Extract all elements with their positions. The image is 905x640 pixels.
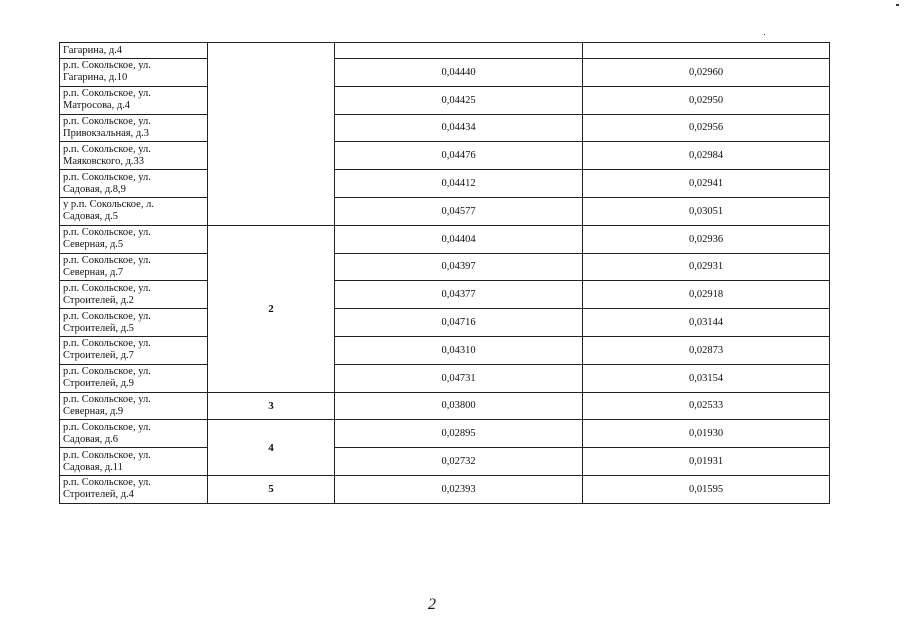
value-cell-2: 0,02533 <box>583 392 830 420</box>
table-row <box>60 448 830 476</box>
address-cell <box>60 336 208 364</box>
table-row <box>60 59 830 87</box>
address-cell <box>60 142 208 170</box>
value-cell-2: 0,02984 <box>583 142 830 170</box>
address-line: Северная, д.5 <box>63 239 124 251</box>
address-cell <box>60 309 208 337</box>
table-row <box>60 114 830 142</box>
address-line: р.п. Сокольское, ул. <box>63 393 151 405</box>
address-cell <box>60 225 208 253</box>
value-cell-1: 0,04377 <box>335 281 583 309</box>
address-line: р.п. Сокольское, ул. <box>63 227 151 239</box>
address-cell <box>60 43 208 59</box>
address-line: Садовая, д.6 <box>63 433 119 445</box>
value-cell-2: 0,02950 <box>583 86 830 114</box>
address-cell <box>60 59 208 87</box>
value-cell-2: 0,02960 <box>583 59 830 87</box>
rates-table <box>59 42 830 504</box>
address-cell <box>60 281 208 309</box>
value-cell-2: 0,02873 <box>583 336 830 364</box>
table-row <box>60 364 830 392</box>
address-cell <box>60 448 208 476</box>
address-cell <box>60 392 208 420</box>
value-cell-2: 0,02936 <box>583 225 830 253</box>
address-line: Матросова, д.4 <box>63 100 131 112</box>
value-cell-1: 0,04731 <box>335 364 583 392</box>
value-cell-2 <box>583 43 830 59</box>
address-cell <box>60 420 208 448</box>
address-line: р.п. Сокольское, ул. <box>63 366 151 378</box>
value-cell-2: 0,01595 <box>583 475 830 503</box>
value-cell-2: 0,02956 <box>583 114 830 142</box>
address-line: Строителей, д.5 <box>63 322 134 334</box>
address-line: Садовая, д.11 <box>63 461 123 473</box>
table-row <box>60 420 830 448</box>
address-line: Садовая, д.8,9 <box>63 183 126 195</box>
address-line: р.п. Сокольское, ул. <box>63 477 151 489</box>
address-line: Строителей, д.4 <box>63 489 134 501</box>
value-cell-1: 0,04425 <box>335 86 583 114</box>
address-line: Северная, д.7 <box>63 266 124 278</box>
value-cell-1: 0,04577 <box>335 197 583 225</box>
value-cell-2: 0,01931 <box>583 448 830 476</box>
value-cell-2: 0,03154 <box>583 364 830 392</box>
value-cell-1: 0,04476 <box>335 142 583 170</box>
address-line: р.п. Сокольское, ул. <box>63 171 151 183</box>
group-cell: 5 <box>208 475 335 503</box>
value-cell-1: 0,04397 <box>335 253 583 281</box>
address-line: р.п. Сокольское, ул. <box>63 449 151 461</box>
address-line: р.п. Сокольское, ул. <box>63 143 151 155</box>
address-line: Садовая, д.5 <box>63 211 119 223</box>
address-line: у р.п. Сокольское, л. <box>63 199 154 211</box>
scan-speck <box>764 34 765 35</box>
address-cell <box>60 170 208 198</box>
value-cell-2: 0,02941 <box>583 170 830 198</box>
address-line: р.п. Сокольское, ул. <box>63 338 151 350</box>
table-row <box>60 475 830 503</box>
address-line: Привокзальная, д.3 <box>63 127 150 139</box>
group-cell: 3 <box>208 392 335 420</box>
table-row <box>60 142 830 170</box>
address-cell <box>60 364 208 392</box>
value-cell-1 <box>335 43 583 59</box>
table-row <box>60 392 830 420</box>
address-line: р.п. Сокольское, ул. <box>63 254 151 266</box>
address-cell <box>60 114 208 142</box>
address-cell <box>60 86 208 114</box>
table-row <box>60 309 830 337</box>
address-cell <box>60 253 208 281</box>
group-cell <box>208 43 335 226</box>
table-row <box>60 86 830 114</box>
value-cell-2: 0,02918 <box>583 281 830 309</box>
address-line: Строителей, д.7 <box>63 350 134 362</box>
value-cell-1: 0,04434 <box>335 114 583 142</box>
address-line: Строителей, д.2 <box>63 294 134 306</box>
value-cell-2: 0,03051 <box>583 197 830 225</box>
table-row <box>60 43 830 59</box>
value-cell-1: 0,04440 <box>335 59 583 87</box>
address-line: Маяковского, д.33 <box>63 155 145 167</box>
address-line: р.п. Сокольское, ул. <box>63 88 151 100</box>
address-line: Северная, д.9 <box>63 405 124 417</box>
address-line: р.п. Сокольское, ул. <box>63 282 151 294</box>
value-cell-2: 0,03144 <box>583 309 830 337</box>
table-row <box>60 336 830 364</box>
value-cell-1: 0,04716 <box>335 309 583 337</box>
value-cell-1: 0,04404 <box>335 225 583 253</box>
value-cell-1: 0,04310 <box>335 336 583 364</box>
table-row <box>60 253 830 281</box>
page-number: 2 <box>428 596 436 613</box>
value-cell-2: 0,02931 <box>583 253 830 281</box>
scan-speck <box>896 4 899 6</box>
value-cell-1: 0,02895 <box>335 420 583 448</box>
table-row <box>60 225 830 253</box>
group-cell: 4 <box>208 420 335 476</box>
address-line: р.п. Сокольское, ул. <box>63 115 151 127</box>
address-line: Строителей, д.9 <box>63 378 134 390</box>
address-cell <box>60 475 208 503</box>
value-cell-1: 0,03800 <box>335 392 583 420</box>
value-cell-1: 0,02393 <box>335 475 583 503</box>
group-cell: 2 <box>208 225 335 392</box>
table-row <box>60 170 830 198</box>
address-line: р.п. Сокольское, ул. <box>63 60 151 72</box>
table-row <box>60 197 830 225</box>
value-cell-1: 0,02732 <box>335 448 583 476</box>
value-cell-1: 0,04412 <box>335 170 583 198</box>
address-line: р.п. Сокольское, ул. <box>63 310 151 322</box>
table-row <box>60 281 830 309</box>
address-cell <box>60 197 208 225</box>
value-cell-2: 0,01930 <box>583 420 830 448</box>
address-line: р.п. Сокольское, ул. <box>63 421 151 433</box>
address-line: Гагарина, д.4 <box>63 44 123 56</box>
address-line: Гагарина, д.10 <box>63 72 128 84</box>
